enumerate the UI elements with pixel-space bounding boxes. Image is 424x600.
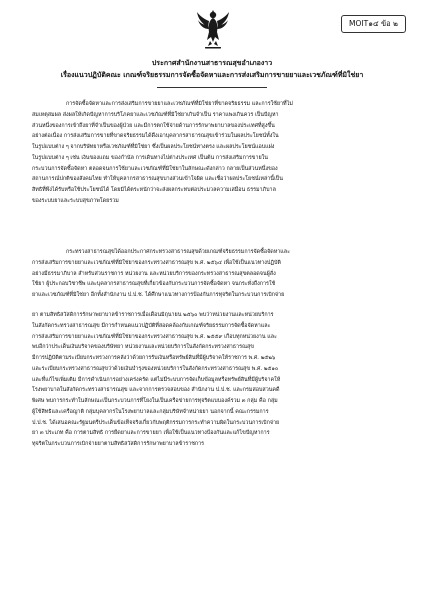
paragraph-line: ใช้ยา ผู้ประกอบวิชาชีพ และบุคลากรสาธารณสุขที่เกี่ยวข้องกับกระบวนการจัดซื้อจัดหา จนกระทั่งถึงการใช้ — [32, 281, 276, 288]
paragraph-line: กระบวนการจัดซื้อจัดหา ตลอดจนการใช้ยาและเวชภัณฑ์ที่มิใช่ยาในลักษณะดังกล่าว กลายเป็นส่วนหนึ่งของ — [32, 165, 278, 172]
paragraph-line: ของระบบยาและระบบสุขภาพโดยรวม — [32, 197, 119, 204]
paragraph-line: กระทรวงสาธารณสุขได้ออกประกาศกระทรวงสาธารณสุขด้วยเกณฑ์จริยธรรมการจัดซื้อจัดหาและ — [66, 249, 290, 255]
paragraph-line: ยา ตามสิทธิสวัสดิการรักษาพยาบาลข้าราชการเมื่อเดือนมิถุนายน ๒๕๖๐ พบว่าหน่วยงานและหน่วยบริการ — [32, 312, 274, 318]
paragraph-line: ผู้ใช้สิทธิและเครือญาติ กลุ่มบุคลากรในโรงพยาบาลและกลุ่มบริษัทจำหน่ายยา นอกจากนี้ คณะกรรมการ — [32, 408, 269, 415]
paragraph-line: การส่งเสริมการขายยาและเวชภัณฑ์ที่มิใช่ยาของกระทรวงสาธารณสุข พ.ศ. ๒๕๖๔ เพื่อใช้เป็นแนวทางปฏิบัติ — [32, 259, 281, 266]
paragraph-line: ยา ๓ ประเภท คือ การตามสิทธิ การยืดยาและการขายยา เพื่อใช้เป็นแนวทางป้องกันและแก้ไขปัญหาการ — [32, 430, 270, 437]
body-paragraph-2 — [32, 247, 394, 301]
paragraph-line: พบอีกว่าประเด็นเงินบริจาคของบริษัทยา หน่วยงานและหน่วยบริการในสังกัดกระทรวงสาธารณสุข — [32, 344, 254, 351]
paragraph-line: และที่แก้ไขเพิ่มเติม มีการดำเนินการอย่างเคร่งครัด แต่ไม่มีระบบการจัดเก็บข้อมูลหรือทรัพย์สินที่มีผู้บริจาคให้ — [32, 376, 281, 383]
paragraph-line: ยาและเวชภัณฑ์ที่มิใช่ยา อีกทั้งสำนักงาน ป.ป.ช. ได้ศึกษาแนวทางการป้องกันการทุจริตในกระบวนการเบิกจ่าย — [32, 292, 285, 298]
paragraph-line: โรงพยาบาลในสังกัดกระทรวงสาธารณสุข และจากการตรวจสอบของ สำนักงาน ป.ป.ช. และกรมสอบสวนคดี — [32, 387, 280, 394]
paragraph-line: พิเศษ พบการกระทำในลักษณะเป็นกระบวนการที่โยงในเป็นเครือข่ายการทุจริตแบบองค์รวม ๓ กลุ่ม คือ กลุ่ม — [32, 398, 278, 404]
paragraph-line: ทุจริตในกระบวนการเบิกจ่ายยาตามสิทธิสวัสดิการรักษาพยาบาลข้าราชการ — [32, 441, 205, 447]
paragraph-line: ในรูปแบบต่าง ๆ จากบริษัทยาหรือเวชภัณฑ์ที่มิใช่ยา ซึ่งเป็นผลประโยชน์ทางตรง และผลประโยชน์แอบแฝง — [32, 144, 275, 150]
paragraph-line: สมเหตุสมผล ส่งผลให้เกิดปัญหาการบริโภคยาและเวชภัณฑ์ที่มิใช่ยาเกินจำเป็น ราคาแพงเกินควร เป็นปัญหา — [32, 111, 279, 118]
paragraph-line: และระเบียบกระทรวงสาธารณสุขว่าด้วยเงินบำรุงของหน่วยบริการในสังกัดกระทรวงสาธารณสุข พ.ศ. ๒๕๑๐ — [32, 365, 279, 372]
paragraph-line: การส่งเสริมการขายยาและเวชภัณฑ์ที่มิใช่ยาของกระทรวงสาธารณสุข พ.ศ. ๒๕๕๙ เกือบทุกหน่วยงาน และ — [32, 333, 277, 340]
announcement-subject: เรื่องแนวปฏิบัติคณะ เกณฑ์จริยธรรมการจัดซื้อจัดหาและการส่งเสริมการขายยาและเวชภัณฑ์ที่มิใช่ยา — [60, 71, 364, 79]
paragraph-line: การจัดซื้อจัดหาและการส่งเสริมการขายยาและเวชภัณฑ์ที่มิใช่ยาที่ขาดจริยธรรม และการใช้ยาที่ไม่ — [66, 101, 293, 107]
paragraph-line: ในสังกัดกระทรวงสาธารณสุข มีการกำหนดแนวปฏิบัติที่สอดคล้องกับเกณฑ์จริยธรรมการจัดซื้อจัดหาและ — [32, 322, 271, 329]
paragraph-line: ส่วนหนึ่งของการเข้าถึงยาที่จำเป็นของผู้ป่วย และมีการตกใช้จ่ายด้านการรักษาพยาบาลของประเทศที่สูงขึ้น — [32, 122, 275, 129]
body-paragraph-1 — [32, 99, 394, 207]
paragraph-line: ป.ป.ช. ได้เสนอคณะรัฐมนตรีประเด็นข้อเท็จจริงเกี่ยวกับพฤติกรรมการกระทำความผิดในกระบวนการเบิกจ่าย — [32, 419, 280, 426]
document-reference-box: MOIT๑๔ ข้อ ๒ — [341, 15, 406, 33]
paragraph-line: อย่างมีธรรมาภิบาล สำหรับส่วนราชการ หน่วยงาน และหน่วยบริการของกระทรวงสาธารณสุขตลอดจนผู้สั่ง — [32, 270, 276, 277]
paragraph-line: สิทธิที่พึงได้รับหรือใช้ประโยชน์ได้ โดยมิได้ตระหนักว่าจะส่งผลกระทบต่อประมวลความเสมือน ธรรมาภิบาล — [32, 187, 276, 193]
garuda-emblem-icon — [196, 8, 230, 50]
paragraph-line: อย่างต่อเนื่อง การส่งเสริมการขายที่ขาดจริยธรรมได้ดึงเอาบุคลากรสาธารณสุขเข้าร่วมในผลประโยชน์ทั้งใน — [32, 133, 279, 140]
paragraph-line: สถานการณ์ปกติของสังคมไทย ทำให้บุคลากรสาธารณสุขบางส่วนเข้าใจผิด และเชื่อว่าผลประโยชน์เหล่านี้เป็น — [32, 176, 283, 183]
title-divider — [157, 87, 267, 88]
paragraph-line: ในรูปแบบต่าง ๆ เช่น เงินของแถม ของกำนัล การเดินทางไปต่างประเทศ เป็นต้น การส่งเสริมการขายใน — [32, 154, 268, 161]
paragraph-line: มีการปฏิบัติตามระเบียบกระทรวงการคลังว่าด้วยการรับเงินหรือทรัพย์สินที่มีผู้บริจาคให้ราชการ พ.ศ. ๒๕๒๖ — [32, 355, 276, 361]
body-paragraph-3 — [32, 310, 394, 450]
announcement-heading: ประกาศสำนักงานสาธารณสุขอำเภองาว — [151, 59, 273, 67]
